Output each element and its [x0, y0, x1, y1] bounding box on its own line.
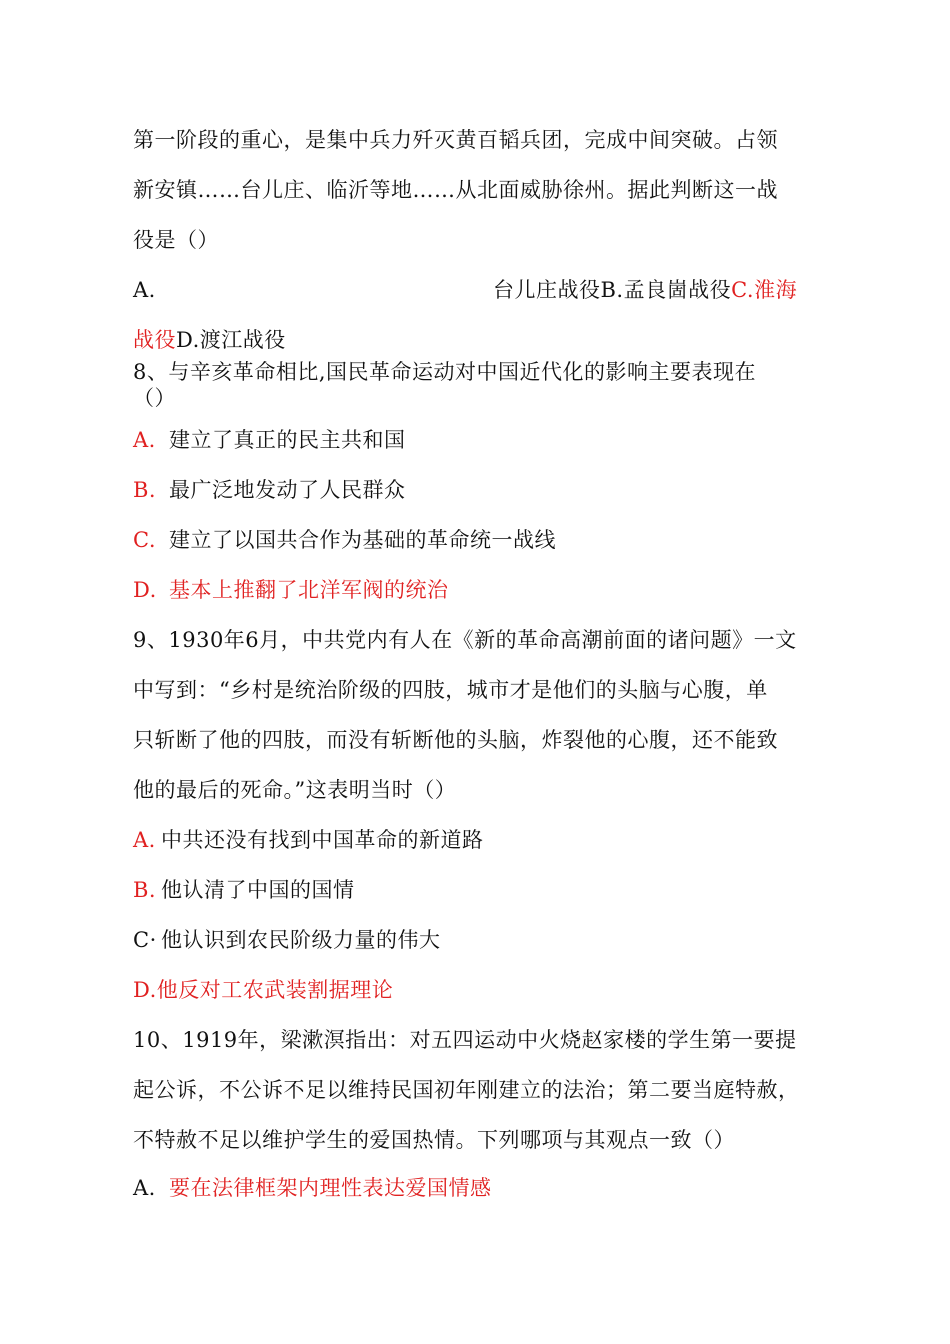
q7-option-a-label: A.	[133, 278, 156, 302]
q9-option-b	[133, 876, 355, 904]
q7-option-c-label: C.	[731, 278, 755, 302]
q7-stem-line-1: 第一阶段的重心，是集中兵力歼灭黄百韬兵团，完成中间突破。占领	[133, 128, 778, 152]
q7-option-d-text: 渡江战役	[199, 328, 286, 352]
q7-option-d-label: D.	[176, 328, 200, 352]
q8-option-a-label: A.	[133, 428, 156, 452]
q10-stem-line-2: 起公诉，不公诉不足以维持民国初年刚建立的法治；第二要当庭特赦，	[133, 1078, 800, 1102]
q9-option-b-label: B.	[133, 878, 157, 902]
q9-option-d-label: D.	[133, 978, 157, 1002]
q8-option-d-label: D.	[133, 578, 157, 602]
q7-stem-line-2: 新安镇……台儿庄、临沂等地……从北面威胁徐州。据此判断这一战	[133, 178, 778, 202]
q7-option-a-text: 台儿庄战役	[493, 278, 601, 302]
q7-options-row-2	[133, 326, 286, 354]
q9-stem-line-4: 他的最后的死命。”这表明当时（）	[133, 778, 457, 802]
q9-option-b-text: 他认清了中国的国情	[161, 878, 355, 902]
q8-option-c-label: C.	[133, 528, 156, 552]
q7-option-c-text: 淮海	[754, 278, 798, 302]
q8-stem-line-1: 8、与辛亥革命相比,国民革命运动对中国近代化的影响主要表现在	[133, 360, 757, 384]
q7-option-b-text: 孟良崮战役	[623, 278, 732, 302]
q8-option-c	[133, 526, 556, 554]
q10-option-a-text: 要在法律框架内理性表达爱国情感	[169, 1176, 492, 1200]
q8-option-d-text: 基本上推翻了北洋军阀的统治	[169, 578, 449, 602]
q10-option-a-label: A.	[133, 1176, 156, 1200]
q8-option-c-text: 建立了以国共合作为基础的革命统一战线	[169, 528, 556, 552]
q8-option-d	[133, 576, 449, 604]
q8-stem-line-2: （）	[133, 386, 176, 410]
q9-option-c	[133, 926, 441, 954]
q9-stem-line-3: 只斩断了他的四肢，而没有斩断他的头脑，炸裂他的心腹，还不能致	[133, 728, 778, 752]
q7-option-c-text-cont: 战役	[133, 328, 176, 352]
q7-option-b-label: B.	[600, 278, 624, 302]
q9-option-d	[133, 976, 393, 1004]
q9-stem-line-1: 9、1930年6月，中共党内有人在《新的革命高潮前面的诸问题》一文	[133, 628, 797, 652]
q7-options-row	[493, 276, 797, 304]
q9-option-d-text: 他反对工农武装割据理论	[156, 978, 394, 1002]
q8-option-b-label: B.	[133, 478, 157, 502]
q7-stem-line-3: 役是（）	[133, 228, 219, 252]
q9-option-c-text: 他认识到农民阶级力量的伟大	[161, 928, 441, 952]
q8-option-a-text: 建立了真正的民主共和国	[169, 428, 406, 452]
q9-option-a-text: 中共还没有找到中国革命的新道路	[161, 828, 484, 852]
q8-option-a	[133, 426, 406, 454]
q9-option-a-label: A.	[133, 828, 156, 852]
q9-option-c-label: C·	[133, 928, 157, 952]
q9-option-a	[133, 826, 484, 854]
q10-stem-line-3: 不特赦不足以维护学生的爱国热情。下列哪项与其观点一致（）	[133, 1128, 735, 1152]
q8-option-b	[133, 476, 406, 504]
q8-option-b-text: 最广泛地发动了人民群众	[169, 478, 406, 502]
q10-option-a	[133, 1174, 492, 1202]
q9-stem-line-2: 中写到：“乡村是统治阶级的四肢，城市才是他们的头脑与心腹，单	[133, 678, 768, 702]
q10-stem-line-1: 10、1919年，梁漱溟指出：对五四运动中火烧赵家楼的学生第一要提	[133, 1028, 797, 1052]
